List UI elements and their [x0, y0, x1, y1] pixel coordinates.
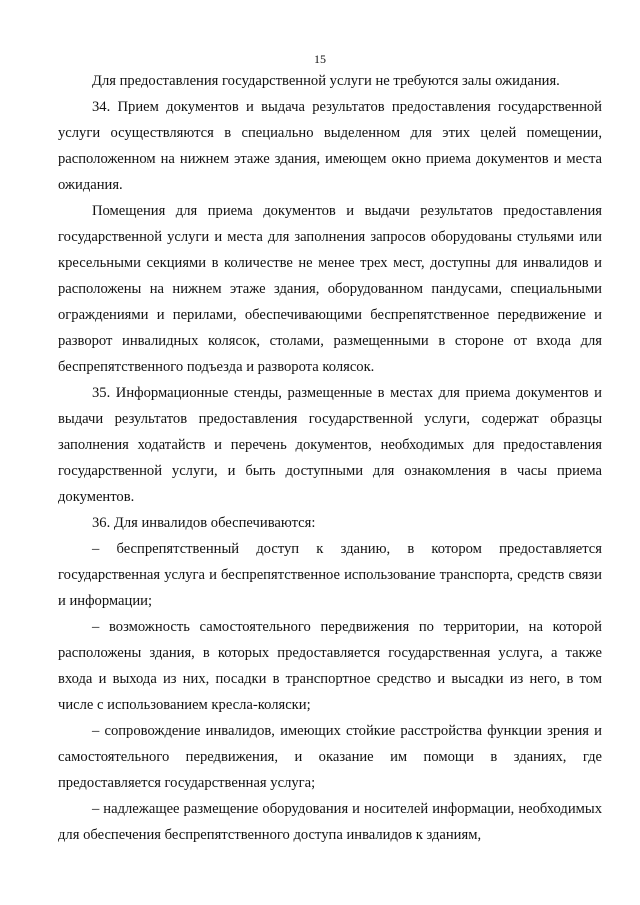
list-item-movement: – возможность самостоятельного передвижения по территории, на которой расположены здания, в которых предоставляется государственная услуга, а также входа и выхода из них, посадки в транспортное средство и высадки из него, в том числе с использованием кресла-коляски; — [58, 619, 602, 713]
list-item-equipment: – надлежащее размещение оборудования и носителей информации, необходимых для обеспечения беспрепятственного доступа инвалидов к зданиям, — [58, 801, 602, 843]
page-number: 15 — [314, 52, 326, 66]
document-body — [58, 68, 602, 848]
paragraph-waiting-halls: Для предоставления государственной услуги не требуются залы ожидания. — [92, 73, 560, 89]
paragraph-35: 35. Информационные стенды, размещенные в местах для приема документов и выдачи результатов предоставления государственной услуги, содержат образцы заполнения ходатайств и перечень документов, необходимых для предоставления государственной услуги, и быть доступными для ознакомления в часы приема документов. — [58, 385, 602, 505]
paragraph-premises: Помещения для приема документов и выдачи результатов предоставления государственной услуги и места для заполнения запросов оборудованы стульями или кресельными секциями в количестве не менее трех мест, доступны для инвалидов и расположены на нижнем этаже здания, оборудованном пандусами, специальными ограждениями и перилами, обеспечивающими беспрепятственное передвижение и разворот инвалидных колясок, столами, размещенными в стороне от входа для беспрепятственного подъезда и разворота колясок. — [58, 203, 602, 375]
list-item-assistance: – сопровождение инвалидов, имеющих стойкие расстройства функции зрения и самостоятельного передвижения, и оказание им помощи в зданиях, где предоставляется государственная услуга; — [58, 723, 602, 791]
paragraph-34: 34. Прием документов и выдача результатов предоставления государственной услуги осуществляются в специально выделенном для этих целей помещении, расположенном на нижнем этаже здания, имеющем окно приема документов и места ожидания. — [58, 99, 602, 193]
list-item-access: – беспрепятственный доступ к зданию, в котором предоставляется государственная услуга и беспрепятственное использование транспорта, средств связи и информации; — [58, 541, 602, 609]
paragraph-36: 36. Для инвалидов обеспечиваются: — [92, 515, 316, 531]
